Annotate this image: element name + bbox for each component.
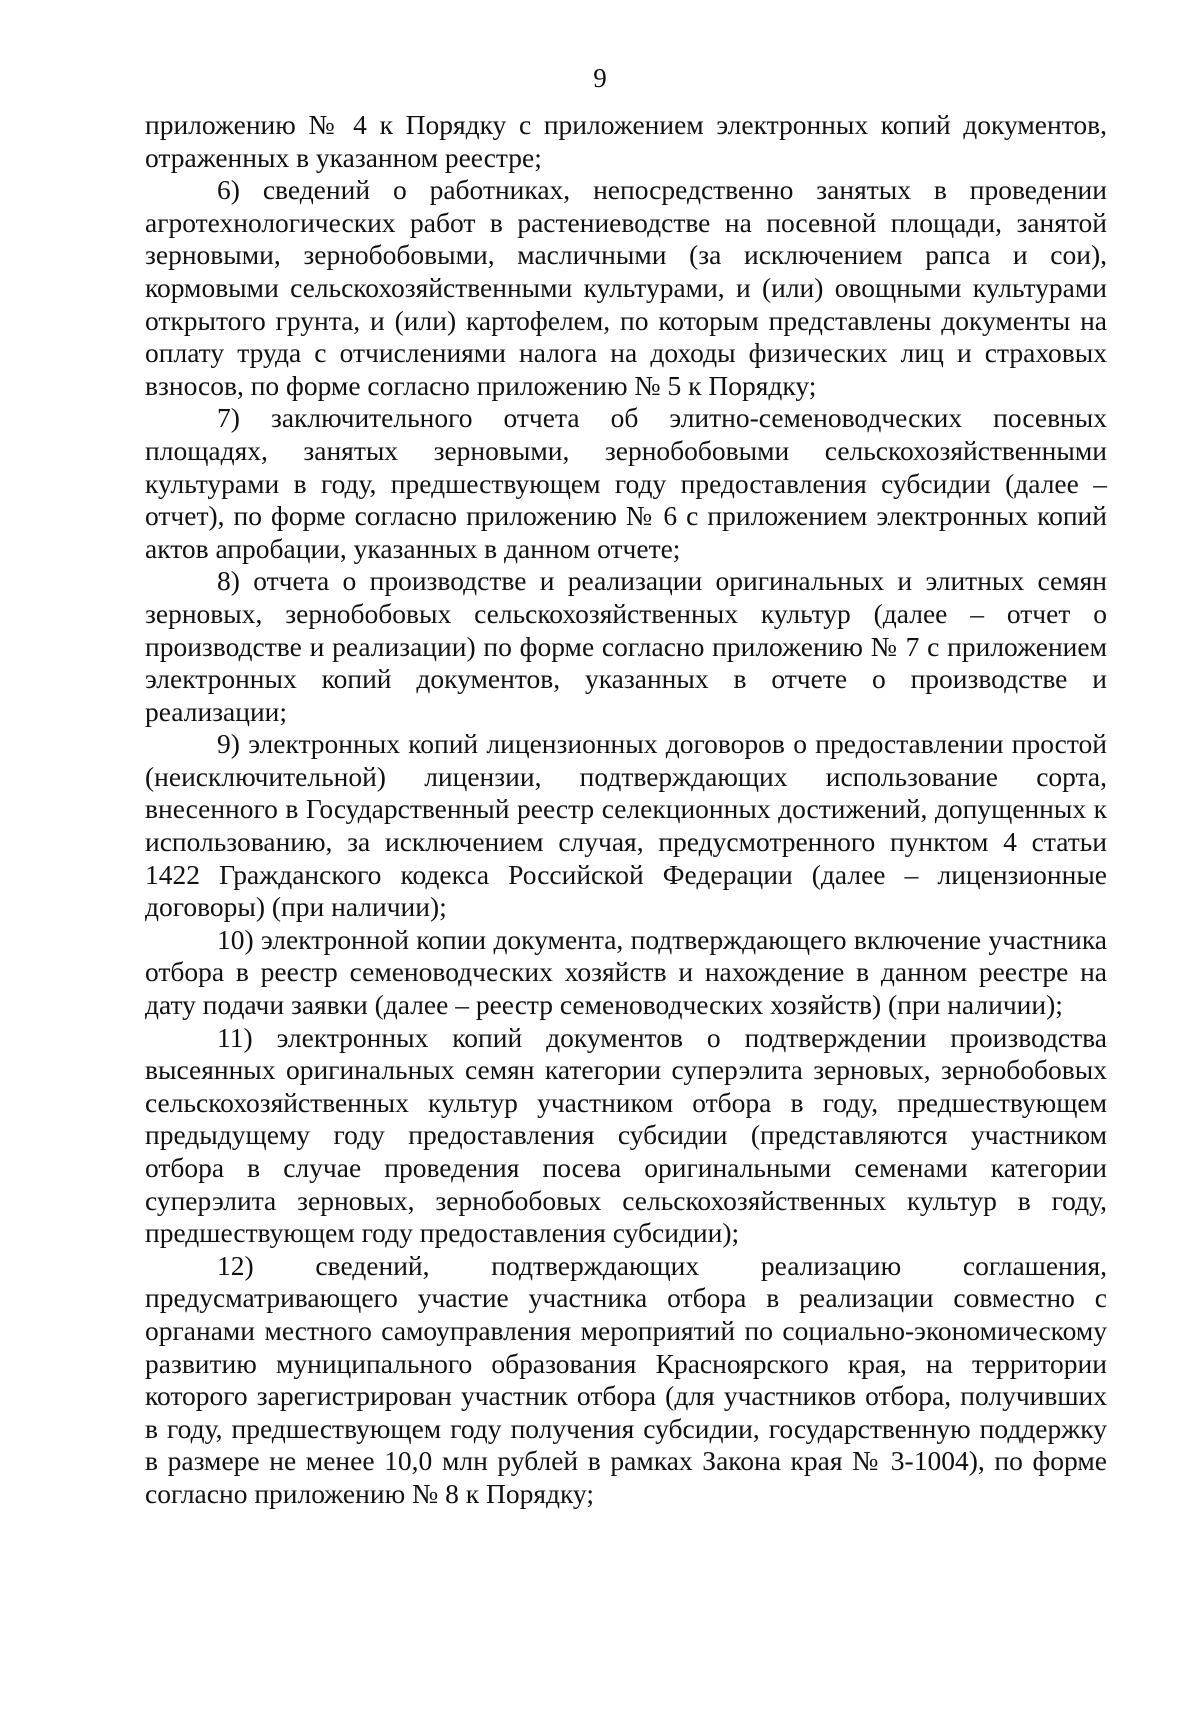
paragraph: 7) заключительного отчета об элитно-семеноводческих посевных площадях, занятых зерновыми, зернобобовыми сельскохозяйственными культурами в году, предшествующем году предоставления субсидии (далее – отчет), по форме согласно приложению № 6 с приложением электронных копий актов апробации, указанных в данном отчете; [145,402,1107,564]
paragraph: 6) сведений о работниках, непосредственно занятых в проведении агротехнологических работ в растениеводстве на посевной площади, занятой зерновыми, зернобобовыми, масличными (за исключением рапса и сои), кормовыми сельскохозяйственными культурами, и (или) овощными культурами открытого грунта, и (или) картофелем, по которым представлены документы на оплату труда с отчислениями налога на доходы физических лиц и страховых взносов, по форме согласно приложению № 5 к Порядку; [145,174,1107,401]
paragraph: 12) сведений, подтверждающих реализацию соглашения, предусматривающего участие участника отбора в реализации совместно с органами местного самоуправления мероприятий по социально-экономическому развитию муниципального образования Красноярского края, на территории которого зарегистрирован участник отбора (для участников отбора, получивших в году, предшествующем году получения субсидии, государственную поддержку в размере не менее 10,0 млн рублей в рамках Закона края № 3-1004), по форме согласно приложению № 8 к Порядку; [145,1249,1107,1509]
paragraph: 9) электронных копий лицензионных договоров о предоставлении простой (неисключительной) лицензии, подтверждающих использование сорта, внесенного в Государственный реестр селекционных достижений, допущенных к использованию, за исключением случая, предусмотренного пунктом 4 статьи 1422 Гражданского кодекса Российской Федерации (далее – лицензионные договоры) (при наличии); [145,728,1107,923]
page-number: 9 [593,63,607,93]
paragraph: 10) электронной копии документа, подтверждающего включение участника отбора в реестр семеноводческих хозяйств и нахождение в данном реестре на дату подачи заявки (далее – реестр семеноводческих хозяйств) (при наличии); [145,923,1107,1021]
paragraph: 11) электронных копий документов о подтверждении производства высеянных оригинальных семян категории суперэлита зерновых, зернобобовых сельскохозяйственных культур участником отбора в году, предшествующем предыдущему году предоставления субсидии (представляются участником отбора в случае проведения посева оригинальными семенами категории суперэлита зерновых, зернобобовых сельскохозяйственных культур в году, предшествующем году предоставления субсидии); [145,1021,1107,1249]
paragraph: 8) отчета о производстве и реализации оригинальных и элитных семян зерновых, зернобобовых сельскохозяйственных культур (далее – отчет о производстве и реализации) по форме согласно приложению № 7 с приложением электронных копий документов, указанных в отчете о производстве и реализации; [145,565,1107,727]
document-body [145,109,1107,1511]
paragraph: приложению № 4 к Порядку с приложением электронных копий документов, отраженных в указанном реестре; [145,109,1107,173]
